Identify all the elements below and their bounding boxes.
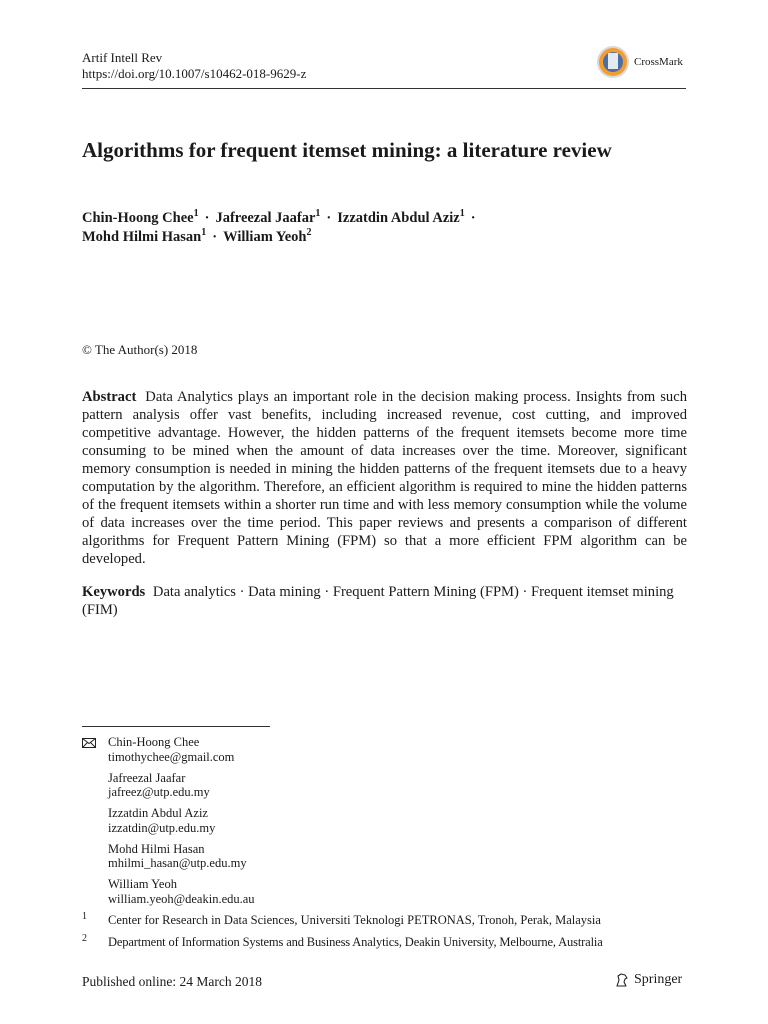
contact-name: Chin-Hoong Chee <box>108 735 200 749</box>
author[interactable]: Jafreezal Jaafar$^1$ <box>215 208 321 226</box>
contact-entry <box>82 735 687 764</box>
keywords <box>82 583 687 619</box>
author[interactable]: Izzatdin Abdul Aziz$^1$ <box>337 208 465 226</box>
springer-horse-icon <box>614 972 630 988</box>
contact-entry <box>82 842 687 871</box>
contact-name: Izzatdin Abdul Aziz <box>108 806 208 820</box>
header-divider <box>82 88 686 89</box>
journal-header <box>82 50 306 82</box>
contact-email[interactable]: mhilmi_hasan@utp.edu.my <box>108 856 247 870</box>
publisher-logo <box>614 972 682 988</box>
author[interactable]: William Yeoh$^2$ <box>223 227 312 245</box>
abstract <box>82 388 687 568</box>
paper-title: Algorithms for frequent itemset mining: a literature review <box>82 138 612 162</box>
affiliation-text: Center for Research in Data Sciences, Universiti Teknologi PETRONAS, Tronoh, Perak, Malaysia <box>108 913 601 927</box>
contact-email[interactable]: timothychee@gmail.com <box>108 749 235 764</box>
crossmark-label: CrossMark <box>634 56 683 68</box>
copyright-notice: © The Author(s) 2018 <box>82 342 198 357</box>
contact-entry <box>82 877 687 906</box>
keywords-text: Data analytics · Data mining · Frequent Pattern Mining (FPM) · Frequent itemset mining (FIM) <box>82 584 674 618</box>
contact-entry <box>82 806 687 835</box>
contact-email[interactable]: izzatdin@utp.edu.my <box>108 820 216 835</box>
author[interactable]: Mohd Hilmi Hasan$^1$ <box>82 227 207 245</box>
envelope-icon <box>82 738 96 748</box>
contact-name: William Yeoh <box>108 877 177 891</box>
publisher-name: Springer <box>634 972 683 987</box>
footnote-divider <box>82 726 270 727</box>
keywords-label: Keywords <box>82 584 146 600</box>
contact-email[interactable]: william.yeoh@deakin.edu.au <box>108 891 255 906</box>
contact-name: Jafreezal Jaafar <box>108 770 186 785</box>
contact-entry <box>82 771 687 800</box>
published-date: Published online: 24 March 2018 <box>82 974 262 989</box>
abstract-text: Data Analytics plays an important role in the decision making process. Insights from such pattern analysis offer vast benefits, including increased revenue, cost cutting, and improved competitive advantage. However, the hidden patterns of the frequent itemsets become more time consuming to be mined when the amount of data increases over the time. Moreover, significant memory consumption is needed in mining the hidden patterns of the frequent itemsets due to a heavy computation by the algorithm. Therefore, an efficient algorithm is required to mine the hidden patterns of the frequent itemsets within a shorter run time and with less memory consumption while the volume of data increases over the time period. This paper reviews and presents a comparison of different algorithms for Frequent Pattern Mining (FPM) so that a more efficient FPM algorithm can be developed. <box>82 389 687 567</box>
author-list: Chin-Hoong Chee$^1$ · Jafreezal Jaafar$^1$ · Izzatdin Abdul Aziz$^1$ · Mohd Hilmi Hasan$^1$ · William Yeoh$^2$ <box>82 208 476 245</box>
affiliation-text: Department of Information Systems and Business Analytics, Deakin University, Melbourne, Australia <box>108 935 603 949</box>
crossmark-icon <box>596 45 630 79</box>
contact-email[interactable]: jafreez@utp.edu.my <box>108 785 210 799</box>
abstract-label: Abstract <box>82 389 137 405</box>
crossmark-badge[interactable] <box>596 45 683 79</box>
journal-name: Artif Intell Rev <box>82 50 163 65</box>
affiliation-number: 2 <box>82 933 87 944</box>
contact-list <box>82 735 687 913</box>
contact-name: Mohd Hilmi Hasan <box>108 841 205 856</box>
doi-link[interactable]: https://doi.org/10.1007/s10462-018-9629-z <box>82 66 307 81</box>
author[interactable]: Chin-Hoong Chee$^1$ <box>82 208 199 226</box>
affiliation-number: 1 <box>82 911 87 922</box>
